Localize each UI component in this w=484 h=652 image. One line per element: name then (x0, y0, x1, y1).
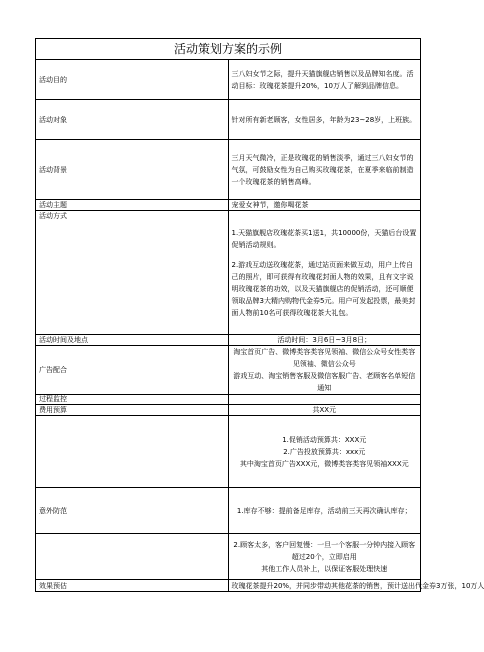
row-content-method (228, 211, 421, 335)
row-label-time-place: 活动时间及地点 (36, 335, 229, 346)
row-content-target: 针对所有新老顾客，女性居多，年龄为23~28岁，上班族。 (228, 100, 421, 140)
ads-line-2: 游戏互动、淘宝销售客服及微信客服广告、老顾客名单短信通知 (233, 372, 416, 392)
row-label-budget: 费用预算 (36, 405, 229, 416)
plan-table (35, 38, 484, 592)
row-label-budget-detail (36, 416, 229, 488)
budget-line-2: 2.广告投放预算共：xxx元 (283, 447, 366, 456)
row-label-monitoring: 过程监控 (36, 395, 229, 405)
budget-line-3: 其中淘宝首页广告XXX元，微博类容类容见领袖XXX元 (239, 459, 409, 468)
row-content-time-place: 活动时间：3月6日~3月8日； (228, 335, 421, 346)
ads-line-1: 淘宝首页广告、微博类容类容见领袖、微信公众号女性类容见领袖、微信公众号 (233, 348, 416, 368)
row-label-contingency: 意外防范 (36, 488, 229, 534)
row-content-theme: 宠爱女神节，邀你喝花茶 (228, 200, 421, 211)
row-content-ads (228, 346, 421, 395)
method-item-1: 1.天猫旗舰店玫瑰花茶买1送1，共10000份，天猫后台设置促销活动规则。 (231, 228, 417, 249)
row-content-budget (228, 416, 421, 488)
row-label-purpose: 活动目的 (36, 60, 229, 100)
contingency-line-3: 其他工作人员补上，以保证客服处理快速 (261, 564, 388, 573)
row-content-background: 三月天气微冷，正是玫瑰花的销售淡季，通过三八妇女节的气氛，可鼓励女性为自己购买玫瑰花茶，在夏季来临前制造一个玫瑰花茶的销售高峰。 (228, 140, 421, 200)
plan-sheet (35, 38, 484, 592)
method-item-2: 2.游戏互动送玫瑰花茶，通过站页面来做互动，用户上传自己的照片，即可获得有玫瑰花封面人物的效果，且有文字说明玫瑰花茶的功效，以及天猫旗舰店的促销活动，还可顺便领取品牌3大精内购物代金券5元。用户可发起投票，最美封面人物前10名可获得玫瑰花茶大礼包。 (231, 260, 416, 317)
row-content-purpose: 三八妇女节之际，提升天猫旗舰店销售以及品牌知名度。活动目标：玫瑰花茶提升20%，10万人了解到品牌信息。 (228, 60, 421, 100)
row-content-effect: 玫瑰花茶提升20%，并同步带动其他花茶的销售，预计送出代金券3万张，10万人 (228, 580, 421, 592)
budget-line-1: 1.促销活动预算共：XXX元 (282, 435, 367, 444)
row-label-ads: 广告配合 (36, 346, 229, 395)
row-label-contingency-cont (36, 534, 229, 580)
contingency-line-2: 2.顾客太多，客户回复慢：一旦一个客服一分钟内接入顾客超过20个，立即启用 (233, 540, 416, 561)
contingency-line-1: 1.库存不够：提前备足库存，活动前三天再次确认库存； (228, 488, 421, 534)
row-label-theme: 活动主题 (36, 200, 229, 211)
row-label-method: 活动方式 (36, 211, 229, 335)
row-label-effect: 效果预估 (36, 580, 229, 592)
row-label-target: 活动对象 (36, 100, 229, 140)
row-content-contingency (228, 534, 421, 580)
row-label-background: 活动背景 (36, 140, 229, 200)
page-title: 活动策划方案的示例 (36, 39, 421, 60)
budget-total: 共XX元 (228, 405, 421, 416)
row-content-monitoring (228, 395, 421, 405)
